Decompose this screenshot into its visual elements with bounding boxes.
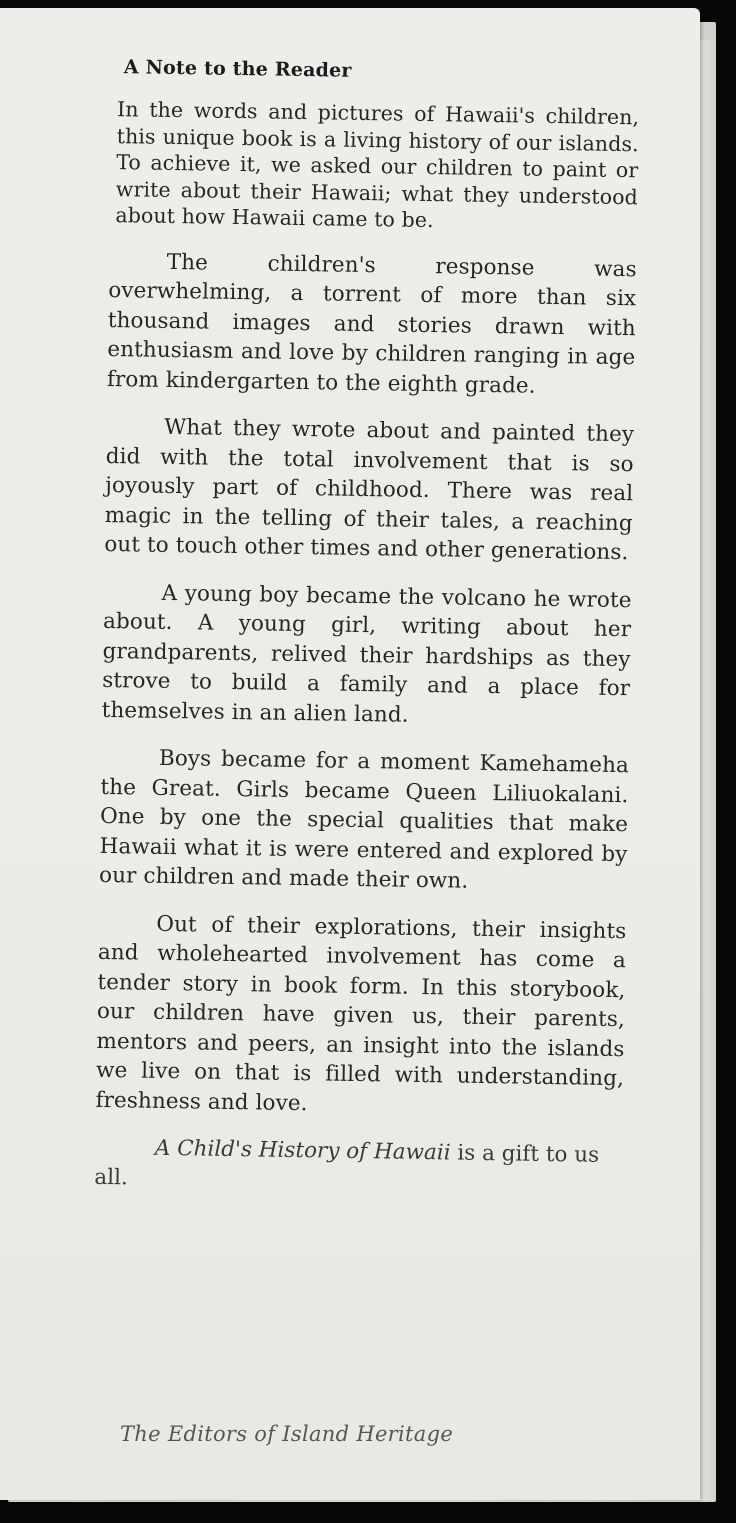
- book-page: [0, 8, 700, 1500]
- paragraph-5: Boys became for a moment Kamehameha the Great. Girls became Queen Liliuokalani. One by one the special qualities that make Hawaii what it is were entered and explored by our children and made their own.: [98, 745, 630, 894]
- text-block: [94, 56, 640, 1200]
- closing-text: is a gift to us all.: [94, 1140, 600, 1190]
- paragraph-6: Out of their explorations, their insights and wholehearted involvement has come a tender story in book form. In this storybook, our children have given us, their parents, mentors and peers, an insight into the islands we live on that is filled with understanding, freshness and love.: [95, 911, 627, 1116]
- signature: The Editors of Island Heritage: [120, 1422, 454, 1446]
- paragraph-3: What they wrote about and painted they did with the total involvement that is so joyously part of childhood. There was real magic in the telling of their tales, a reaching out to touch other times and other generations.: [104, 414, 635, 566]
- paragraph-4: A young boy became the volcano he wrote about. A young girl, writing about her grandparents, relived their hardships as they strove to build a family and a place for themselves in an alien land.: [101, 580, 632, 728]
- book-title: A Child's History of Hawaii: [154, 1135, 451, 1166]
- closing-paragraph: [94, 1133, 623, 1200]
- paragraph-1: In the words and pictures of Hawaii's children, this unique book is a living history of our islands. To achieve it, we asked our children to paint or write about their Hawaii; what they understood about how Hawaii came to be.: [115, 97, 640, 233]
- page-title: A Note to the Reader: [123, 56, 352, 82]
- paragraph-2: The children's response was overwhelming, a torrent of more than six thousand images and stories drawn with enthusiasm and love by children ranging in age from kindergarten to the eighth grade.: [106, 249, 637, 399]
